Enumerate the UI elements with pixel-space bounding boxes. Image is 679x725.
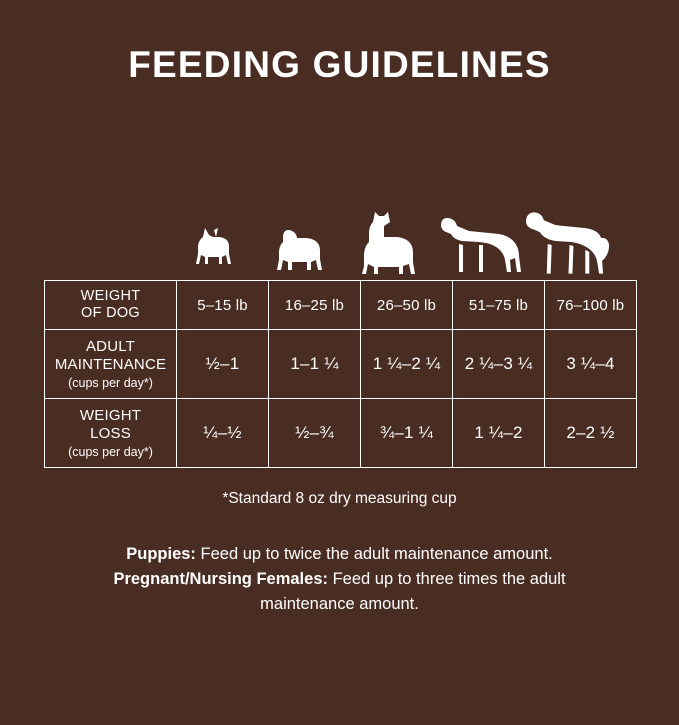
feeding-guidelines-table bbox=[44, 280, 637, 468]
cell-adult-76-100: 3 ¼–4 bbox=[545, 330, 637, 399]
table-row bbox=[45, 399, 637, 468]
row-label-adult-line2: MAINTENANCE bbox=[54, 355, 167, 373]
note-pregnant-line2: maintenance amount. bbox=[260, 595, 419, 614]
header-weight-of-dog-line2: OF DOG bbox=[81, 305, 140, 321]
page-title: FEEDING GUIDELINES bbox=[128, 44, 551, 85]
measuring-cup-footnote: *Standard 8 oz dry measuring cup bbox=[222, 490, 457, 507]
header-weight-76-100: 76–100 lb bbox=[545, 281, 637, 330]
cell-loss-76-100: 2–2 ½ bbox=[545, 399, 637, 468]
feeding-table-wrapper bbox=[44, 280, 636, 468]
large-pointer-dog-icon bbox=[437, 196, 524, 278]
cell-loss-16-25: ½–¾ bbox=[269, 399, 361, 468]
table-row bbox=[45, 330, 637, 399]
row-label-adult-maintenance bbox=[45, 330, 177, 399]
extra-large-retriever-dog-icon bbox=[524, 196, 611, 278]
note-puppies bbox=[0, 542, 679, 567]
small-terrier-dog-icon bbox=[263, 196, 350, 278]
cell-loss-51-75: 1 ¼–2 bbox=[453, 399, 545, 468]
row-label-adult-line1: ADULT bbox=[85, 337, 136, 355]
cell-adult-16-25: 1–1 ¼ bbox=[269, 330, 361, 399]
cell-loss-5-15: ¼–½ bbox=[177, 399, 269, 468]
note-puppies-label: Puppies: bbox=[126, 545, 196, 563]
cell-adult-5-15: ½–1 bbox=[177, 330, 269, 399]
row-label-loss-line1: WEIGHT bbox=[79, 406, 142, 424]
header-weight-26-50: 26–50 lb bbox=[361, 281, 453, 330]
header-weight-5-15: 5–15 lb bbox=[177, 281, 269, 330]
cell-adult-26-50: 1 ¼–2 ¼ bbox=[361, 330, 453, 399]
header-weight-51-75: 51–75 lb bbox=[453, 281, 545, 330]
cell-adult-51-75: 2 ¼–3 ¼ bbox=[453, 330, 545, 399]
row-label-loss-sub: (cups per day*) bbox=[68, 444, 153, 459]
feeding-guidelines-panel bbox=[0, 46, 679, 725]
cell-loss-26-50: ¾–1 ¼ bbox=[361, 399, 453, 468]
row-label-adult-sub: (cups per day*) bbox=[68, 375, 153, 390]
header-weight-16-25: 16–25 lb bbox=[269, 281, 361, 330]
medium-boxer-dog-icon bbox=[350, 196, 437, 278]
header-weight-of-dog bbox=[45, 281, 177, 330]
dog-size-illustrations bbox=[176, 196, 640, 278]
row-label-loss-line2: LOSS bbox=[90, 424, 131, 442]
row-label-weight-loss bbox=[45, 399, 177, 468]
small-dog-chihuahua-icon bbox=[176, 196, 263, 278]
note-puppies-text: Feed up to twice the adult maintenance amount. bbox=[195, 545, 553, 563]
table-header-row bbox=[45, 281, 637, 330]
note-pregnant-text: Feed up to three times the adult bbox=[328, 570, 566, 589]
header-weight-of-dog-line1: WEIGHT bbox=[80, 287, 141, 304]
feeding-notes bbox=[0, 542, 679, 617]
note-pregnant-label: Pregnant/Nursing Females: bbox=[113, 570, 328, 589]
note-pregnant-line1 bbox=[0, 567, 679, 592]
